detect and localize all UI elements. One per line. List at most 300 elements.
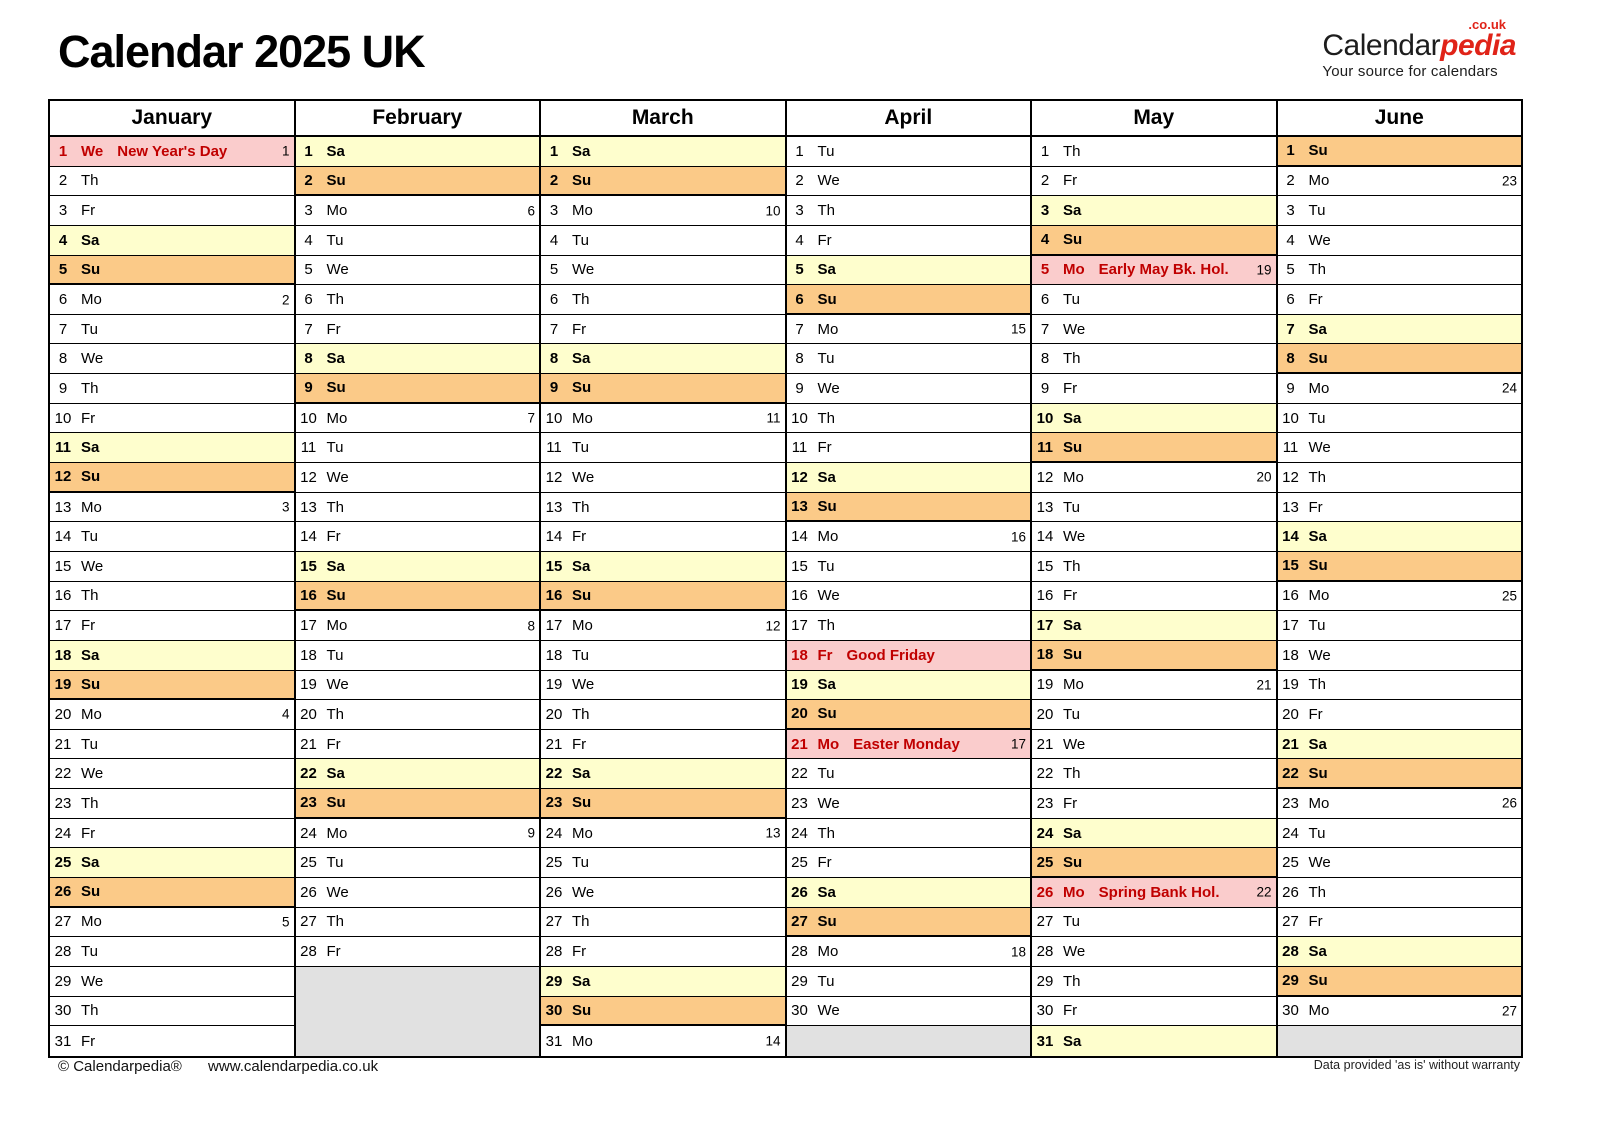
day-number: 15 xyxy=(545,557,563,575)
day-number: 11 xyxy=(791,439,808,457)
day-number: 30 xyxy=(1282,1002,1299,1020)
weekday-abbr: We xyxy=(81,765,104,783)
day-cell xyxy=(50,700,294,730)
weekday-abbr: Su xyxy=(817,498,837,515)
day-cell xyxy=(541,908,785,938)
weekday-abbr: Sa xyxy=(326,350,345,368)
weekday-abbr: We xyxy=(1063,735,1086,753)
day-cell xyxy=(296,493,540,523)
day-cell xyxy=(541,344,785,374)
day-number: 4 xyxy=(1286,231,1295,249)
day-cell xyxy=(1032,848,1276,878)
month-column-march xyxy=(541,101,787,1056)
weekday-abbr: Su xyxy=(1308,557,1328,575)
day-number: 6 xyxy=(58,291,68,309)
day-number: 24 xyxy=(1282,824,1299,842)
weekday-abbr: Th xyxy=(81,794,99,812)
day-number: 9 xyxy=(795,379,804,397)
day-cell xyxy=(296,552,540,582)
day-number: 8 xyxy=(1286,349,1295,367)
weekday-abbr: Mo xyxy=(572,1032,593,1050)
day-cell xyxy=(296,285,540,315)
footer-url: www.calendarpedia.co.uk xyxy=(208,1058,379,1075)
weekday-abbr: Sa xyxy=(572,765,591,783)
day-number: 20 xyxy=(545,705,563,723)
day-cell xyxy=(1278,937,1522,967)
day-cell xyxy=(296,908,540,938)
weekday-abbr: Sa xyxy=(817,468,836,486)
day-number: 12 xyxy=(791,468,808,486)
day-number: 9 xyxy=(549,379,559,397)
day-number: 4 xyxy=(304,231,313,249)
weekday-abbr: Th xyxy=(1308,676,1327,694)
day-number: 6 xyxy=(1286,291,1295,309)
weekday-abbr: Tu xyxy=(81,735,98,753)
day-cell xyxy=(787,848,1031,878)
day-cell xyxy=(541,819,785,849)
weekday-abbr: Mo xyxy=(81,498,102,516)
day-number: 1 xyxy=(549,142,559,160)
day-number: 20 xyxy=(54,705,72,723)
day-cell xyxy=(541,493,785,523)
day-number: 21 xyxy=(545,735,563,753)
day-cell xyxy=(787,522,1031,552)
day-cell xyxy=(1278,759,1522,789)
week-number: 16 xyxy=(1010,528,1026,544)
day-cell xyxy=(50,552,294,582)
day-number: 3 xyxy=(1286,202,1295,220)
month-header: May xyxy=(1032,101,1276,137)
weekday-abbr: Su xyxy=(1063,853,1083,871)
day-number: 26 xyxy=(1036,883,1054,901)
day-number: 28 xyxy=(791,943,808,961)
day-number: 13 xyxy=(300,498,317,516)
day-cell xyxy=(787,137,1031,167)
week-number: 26 xyxy=(1501,795,1517,811)
weekday-abbr: Fr xyxy=(572,943,587,961)
day-number: 21 xyxy=(1282,735,1299,753)
day-cell xyxy=(1032,937,1276,967)
weekday-abbr: Fr xyxy=(326,943,341,961)
day-cell xyxy=(1032,196,1276,226)
weekday-abbr: We xyxy=(81,557,104,575)
month-header: April xyxy=(787,101,1031,137)
weekday-abbr: Th xyxy=(1063,972,1081,990)
logo-wordmark xyxy=(1322,17,1516,62)
day-cell xyxy=(541,404,785,434)
day-cell xyxy=(1032,908,1276,938)
day-cell xyxy=(1278,848,1522,878)
logo-couk-text: .co.uk xyxy=(1468,17,1506,32)
weekday-abbr: Sa xyxy=(1063,824,1082,842)
weekday-abbr: Tu xyxy=(1308,824,1326,842)
logo-pedia-text: pedia xyxy=(1440,29,1516,62)
day-number: 3 xyxy=(549,202,559,220)
day-cell xyxy=(541,196,785,226)
week-number: 5 xyxy=(281,914,290,930)
weekday-abbr: Th xyxy=(572,913,590,931)
day-cell xyxy=(1032,582,1276,612)
day-number: 25 xyxy=(1282,854,1299,872)
weekday-abbr: Fr xyxy=(1308,705,1323,723)
weekday-abbr: Tu xyxy=(817,142,835,160)
day-cell xyxy=(541,522,785,552)
day-cell xyxy=(787,256,1031,286)
week-number: 17 xyxy=(1010,736,1026,752)
day-cell xyxy=(296,671,540,701)
day-cell xyxy=(50,226,294,256)
day-cell xyxy=(296,641,540,671)
day-number: 13 xyxy=(54,498,72,516)
day-number: 18 xyxy=(300,646,317,664)
day-cell xyxy=(541,848,785,878)
day-cell xyxy=(541,671,785,701)
day-cell xyxy=(541,552,785,582)
day-number: 21 xyxy=(300,735,317,753)
day-cell xyxy=(1032,493,1276,523)
day-cell xyxy=(1278,256,1522,286)
weekday-abbr: Sa xyxy=(817,261,836,279)
day-number: 9 xyxy=(1040,379,1050,397)
day-cell xyxy=(296,789,540,819)
day-cell xyxy=(541,582,785,612)
day-cell xyxy=(541,226,785,256)
day-cell xyxy=(787,552,1031,582)
weekday-abbr: Th xyxy=(1063,350,1081,368)
day-number: 28 xyxy=(54,943,72,961)
day-cell xyxy=(1032,700,1276,730)
month-header: January xyxy=(50,101,294,137)
weekday-abbr: Th xyxy=(1308,261,1327,279)
day-cell xyxy=(50,463,294,493)
day-number: 14 xyxy=(1282,528,1299,546)
day-cell xyxy=(1278,463,1522,493)
day-cell xyxy=(296,256,540,286)
month-header: June xyxy=(1278,101,1522,137)
day-number: 30 xyxy=(54,1002,72,1020)
day-cell xyxy=(50,344,294,374)
weekday-abbr: Su xyxy=(326,379,346,397)
week-number: 13 xyxy=(765,825,781,841)
day-cell xyxy=(50,997,294,1027)
day-cell xyxy=(296,522,540,552)
day-cell xyxy=(1278,433,1522,463)
day-number: 12 xyxy=(300,468,317,486)
day-cell xyxy=(787,582,1031,612)
day-number: 27 xyxy=(1036,913,1054,931)
day-cell xyxy=(1278,819,1522,849)
week-number: 8 xyxy=(527,617,535,633)
day-number: 5 xyxy=(549,261,559,279)
day-number: 20 xyxy=(1282,705,1299,723)
weekday-abbr: Mo xyxy=(81,705,102,723)
weekday-abbr: Fr xyxy=(326,320,341,338)
weekday-abbr: Mo xyxy=(1063,676,1084,694)
day-cell xyxy=(296,226,540,256)
day-cell xyxy=(1278,641,1522,671)
weekday-abbr: Mo xyxy=(572,824,593,842)
day-cell xyxy=(787,967,1031,997)
day-number: 19 xyxy=(1036,676,1054,694)
day-number: 7 xyxy=(795,320,804,338)
weekday-abbr: We xyxy=(572,468,595,486)
day-number: 29 xyxy=(791,972,808,990)
weekday-abbr: We xyxy=(572,883,595,901)
weekday-abbr: Sa xyxy=(572,350,591,368)
day-number: 30 xyxy=(545,1001,563,1019)
day-cell xyxy=(296,819,540,849)
weekday-abbr: Mo xyxy=(81,913,102,931)
weekday-abbr: Su xyxy=(1063,646,1083,664)
weekday-abbr: We xyxy=(326,261,349,279)
weekday-abbr: Tu xyxy=(1308,202,1326,220)
weekday-abbr: Fr xyxy=(1308,913,1323,931)
weekday-abbr: Sa xyxy=(1063,1032,1082,1050)
weekday-abbr: We xyxy=(817,172,840,190)
day-number: 30 xyxy=(1036,1002,1054,1020)
day-number: 31 xyxy=(545,1032,563,1050)
weekday-abbr: We xyxy=(326,468,349,486)
day-number: 24 xyxy=(1036,824,1054,842)
day-cell xyxy=(541,997,785,1027)
day-cell xyxy=(1032,522,1276,552)
day-cell xyxy=(1032,463,1276,493)
day-number: 5 xyxy=(304,261,313,279)
weekday-abbr: We xyxy=(81,350,104,368)
day-cell xyxy=(50,137,294,167)
day-cell xyxy=(1278,967,1522,997)
day-cell xyxy=(1278,226,1522,256)
day-number: 10 xyxy=(300,409,317,427)
day-number: 10 xyxy=(1036,409,1054,427)
day-number: 27 xyxy=(1282,913,1299,931)
day-cell xyxy=(787,404,1031,434)
weekday-abbr: Su xyxy=(81,883,101,901)
day-number: 23 xyxy=(54,794,72,812)
day-cell xyxy=(296,582,540,612)
calendar-grid xyxy=(48,99,1523,1058)
weekday-abbr: Fr xyxy=(1063,794,1078,812)
day-number: 1 xyxy=(1040,142,1050,160)
day-number: 19 xyxy=(54,675,72,693)
day-number: 27 xyxy=(791,912,808,930)
day-number: 4 xyxy=(795,231,804,249)
empty-cells xyxy=(296,967,540,1056)
weekday-abbr: Tu xyxy=(1063,498,1080,516)
day-number: 6 xyxy=(549,291,559,309)
day-cell xyxy=(50,582,294,612)
day-number: 2 xyxy=(1040,172,1050,190)
day-cell xyxy=(50,937,294,967)
weekday-abbr: Su xyxy=(1063,438,1083,456)
day-cell xyxy=(1278,167,1522,197)
day-number: 10 xyxy=(1282,409,1299,427)
day-number: 27 xyxy=(54,913,72,931)
day-cell xyxy=(1278,285,1522,315)
day-cell xyxy=(1278,374,1522,404)
weekday-abbr: Mo xyxy=(572,617,593,635)
day-cell xyxy=(50,315,294,345)
day-number: 18 xyxy=(791,646,808,664)
day-number: 25 xyxy=(1036,853,1054,871)
weekday-abbr: Th xyxy=(572,291,590,309)
holiday-label: Early May Bk. Hol. xyxy=(1098,261,1229,279)
weekday-abbr: Su xyxy=(572,586,592,604)
page-title: Calendar 2025 UK xyxy=(58,26,425,77)
day-number: 16 xyxy=(791,587,808,605)
weekday-abbr: Su xyxy=(572,1001,592,1019)
day-number: 8 xyxy=(58,350,68,368)
day-cell xyxy=(296,878,540,908)
day-number: 21 xyxy=(791,735,808,753)
day-cell xyxy=(50,730,294,760)
weekday-abbr: Fr xyxy=(81,617,96,635)
month-header: March xyxy=(541,101,785,137)
weekday-abbr: Mo xyxy=(1063,468,1084,486)
day-cell xyxy=(296,730,540,760)
day-number: 9 xyxy=(1286,379,1295,397)
weekday-abbr: We xyxy=(572,261,595,279)
day-number: 16 xyxy=(1282,587,1299,605)
weekday-abbr: Mo xyxy=(326,409,348,427)
day-cell xyxy=(1278,404,1522,434)
weekday-abbr: Tu xyxy=(817,765,835,783)
day-number: 6 xyxy=(304,291,313,309)
day-number: 28 xyxy=(300,943,317,961)
day-cell xyxy=(50,256,294,286)
weekday-abbr: We xyxy=(817,1002,840,1020)
weekday-abbr: Fr xyxy=(1063,1002,1078,1020)
day-cell xyxy=(1032,167,1276,197)
day-number: 23 xyxy=(545,794,563,812)
day-cell xyxy=(1278,700,1522,730)
day-number: 22 xyxy=(1036,765,1054,783)
day-number: 16 xyxy=(300,586,317,604)
weekday-abbr: Sa xyxy=(1308,528,1327,546)
weekday-abbr: We xyxy=(1063,320,1086,338)
day-cell xyxy=(1278,878,1522,908)
day-number: 15 xyxy=(791,557,808,575)
day-number: 25 xyxy=(54,854,72,872)
weekday-abbr: Fr xyxy=(817,231,832,249)
day-cell xyxy=(1032,1026,1276,1056)
day-number: 28 xyxy=(545,943,563,961)
weekday-abbr: Fr xyxy=(817,439,832,457)
weekday-abbr: Sa xyxy=(1063,409,1082,427)
weekday-abbr: Su xyxy=(572,794,592,812)
day-cell xyxy=(1278,522,1522,552)
day-number: 3 xyxy=(795,202,804,220)
weekday-abbr: We xyxy=(572,676,595,694)
day-number: 8 xyxy=(1040,350,1050,368)
day-number: 1 xyxy=(1286,142,1295,160)
weekday-abbr: We xyxy=(817,794,840,812)
day-cell xyxy=(50,522,294,552)
day-number: 22 xyxy=(791,765,808,783)
day-number: 24 xyxy=(300,824,317,842)
weekday-abbr: Sa xyxy=(817,676,836,694)
day-cell xyxy=(1278,196,1522,226)
holiday-label: Good Friday xyxy=(846,646,935,664)
day-number: 23 xyxy=(300,794,317,812)
day-number: 3 xyxy=(1040,202,1050,220)
weekday-abbr: Th xyxy=(817,202,836,220)
week-number: 1 xyxy=(281,143,290,159)
weekday-abbr: Tu xyxy=(817,557,835,575)
week-number: 19 xyxy=(1256,262,1272,278)
weekday-abbr: Su xyxy=(1063,231,1083,249)
weekday-abbr: Fr xyxy=(81,202,96,220)
day-number: 15 xyxy=(300,557,317,575)
day-cell xyxy=(1278,493,1522,523)
day-cell xyxy=(296,759,540,789)
weekday-abbr: Fr xyxy=(1308,291,1323,309)
weekday-abbr: Tu xyxy=(81,320,98,338)
day-number: 23 xyxy=(1282,794,1299,812)
weekday-abbr: Th xyxy=(1063,142,1081,160)
week-number: 15 xyxy=(1010,321,1026,337)
weekday-abbr: Mo xyxy=(817,320,839,338)
weekday-abbr: We xyxy=(81,972,104,990)
day-number: 5 xyxy=(1040,261,1050,279)
day-number: 17 xyxy=(300,617,317,635)
weekday-abbr: Sa xyxy=(572,557,591,575)
day-number: 18 xyxy=(1036,646,1054,664)
day-number: 15 xyxy=(1282,557,1299,575)
weekday-abbr: Mo xyxy=(1308,1002,1330,1020)
day-cell xyxy=(541,433,785,463)
weekday-abbr: Mo xyxy=(817,528,839,546)
day-number: 18 xyxy=(1282,646,1299,664)
day-cell xyxy=(787,285,1031,315)
day-number: 6 xyxy=(795,290,804,308)
week-number: 23 xyxy=(1501,173,1517,189)
weekday-abbr: Tu xyxy=(81,943,98,961)
day-cell xyxy=(296,937,540,967)
day-cell xyxy=(50,967,294,997)
day-cell xyxy=(50,1026,294,1056)
day-cell xyxy=(787,878,1031,908)
day-number: 28 xyxy=(1036,943,1054,961)
day-cell xyxy=(1278,730,1522,760)
day-number: 25 xyxy=(791,854,808,872)
weekday-abbr: We xyxy=(817,379,840,397)
day-number: 11 xyxy=(300,439,317,457)
weekday-abbr: Su xyxy=(572,379,592,397)
week-number: 22 xyxy=(1256,884,1272,900)
day-cell xyxy=(296,344,540,374)
weekday-abbr: Tu xyxy=(1063,913,1080,931)
day-cell xyxy=(50,789,294,819)
weekday-abbr: Su xyxy=(81,675,101,693)
day-cell xyxy=(787,759,1031,789)
weekday-abbr: Su xyxy=(1308,972,1328,990)
day-number: 22 xyxy=(300,765,317,783)
day-number: 14 xyxy=(791,528,808,546)
day-cell xyxy=(1278,315,1522,345)
weekday-abbr: Mo xyxy=(1063,261,1085,279)
day-number: 7 xyxy=(1286,320,1295,338)
day-cell xyxy=(541,700,785,730)
day-cell xyxy=(50,848,294,878)
weekday-abbr: Mo xyxy=(1308,587,1330,605)
weekday-abbr: Th xyxy=(817,409,836,427)
weekday-abbr: Su xyxy=(326,586,346,604)
day-cell xyxy=(50,404,294,434)
weekday-abbr: Tu xyxy=(572,231,589,249)
day-cell xyxy=(1032,641,1276,671)
day-cell xyxy=(296,700,540,730)
